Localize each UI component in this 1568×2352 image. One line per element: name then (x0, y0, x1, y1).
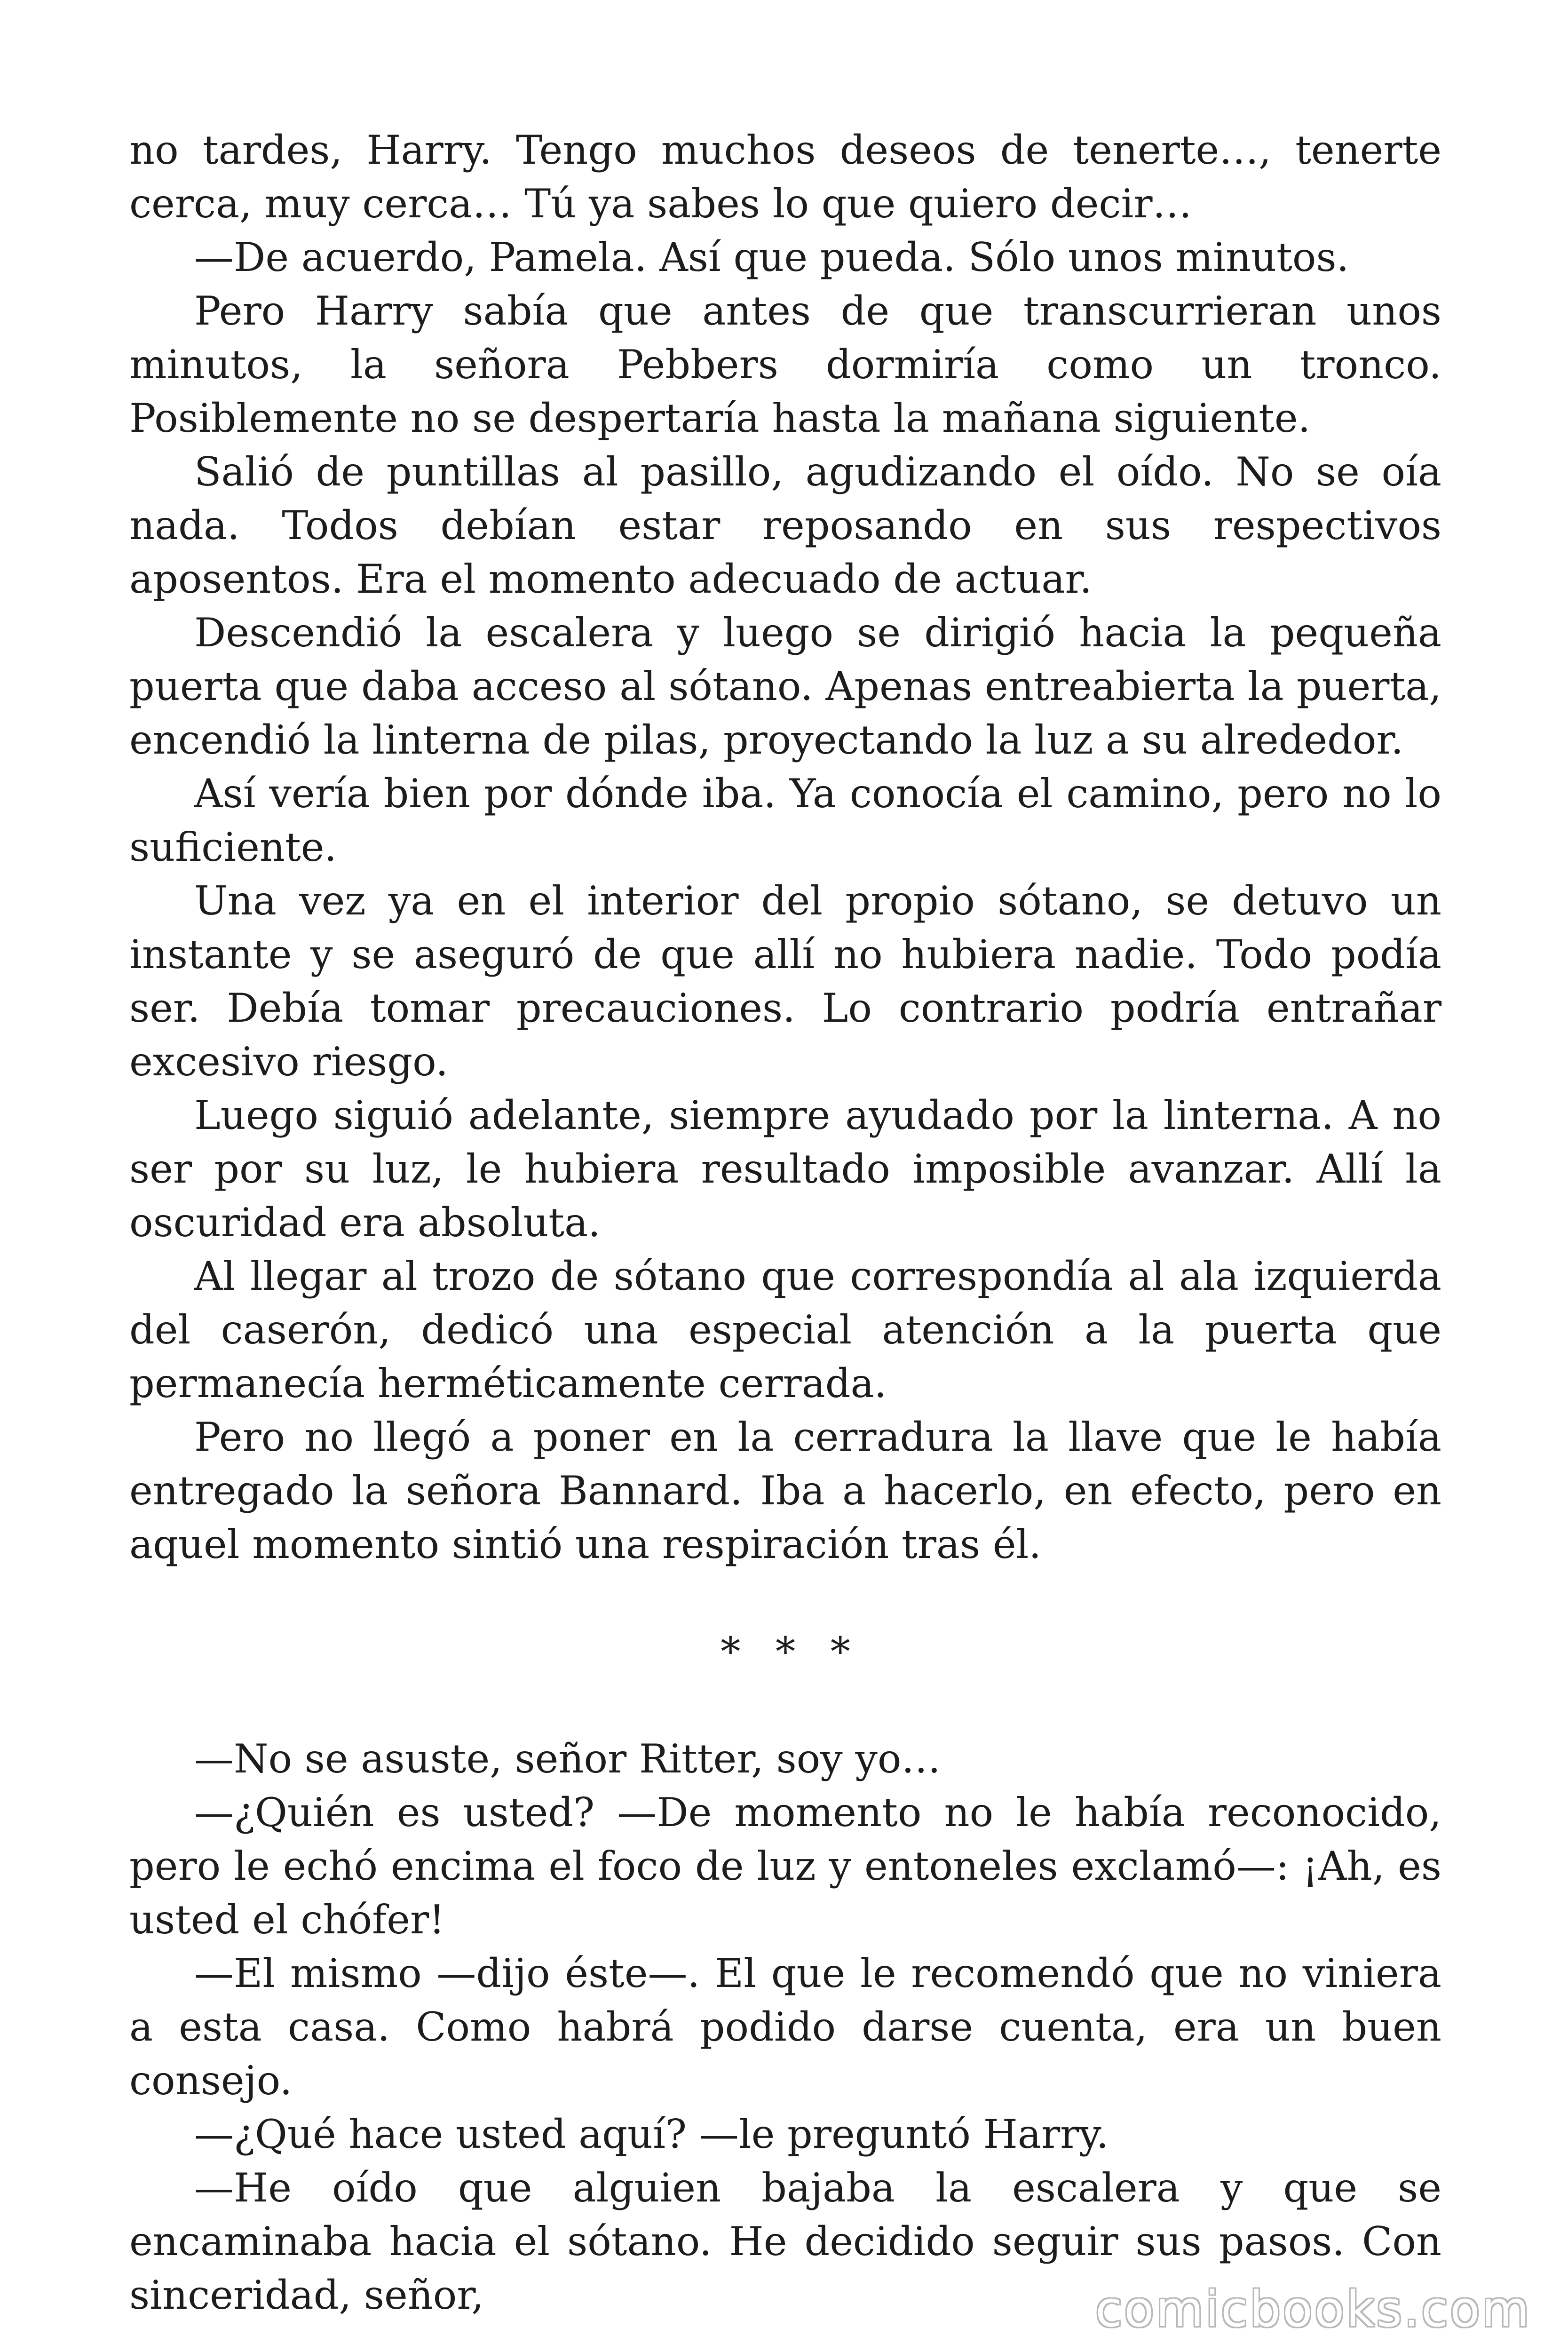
paragraph: —He oído que alguien bajaba la escalera y que se encaminaba hacia el sótano. He decidido seguir sus pasos. Con sinceridad, señor, (129, 2165, 1441, 2318)
paragraph: —¿Quién es usted? —De momento no le había reconocido, pero le echó encima el foco de luz y entoneles exclamó—: ¡Ah, es usted el chófer! (129, 1789, 1441, 1943)
paragraph: no tardes, Harry. Tengo muchos deseos de tenerte…, tenerte cerca, muy cerca… Tú ya sabes lo que quiero decir… (129, 127, 1441, 227)
paragraph: Pero no llegó a poner en la cerradura la llave que le había entregado la señora Bannard. Iba a hacerlo, en efecto, pero en aquel momento sintió una respiración tras él. (129, 1414, 1441, 1567)
watermark: comicbooks.com (1095, 2280, 1531, 2338)
paragraph: —De acuerdo, Pamela. Así que pueda. Sólo unos minutos. (194, 234, 1349, 280)
paragraph: —¿Qué hace usted aquí? —le preguntó Harry. (194, 2111, 1109, 2157)
paragraph: —El mismo —dijo éste—. El que le recomendó que no viniera a esta casa. Como habrá podido darse cuenta, era un buen consejo. (129, 1950, 1441, 2104)
paragraph: Pero Harry sabía que antes de que transcurrieran unos minutos, la señora Pebbers dormiría como un tronco. Posiblemente no se despertaría hasta la mañana siguiente. (129, 288, 1441, 441)
paragraph: Descendió la escalera y luego se dirigió hacia la pequeña puerta que daba acceso al sótano. Apenas entreabierta la puerta, encendió la linterna de pilas, proyectando la luz a su alrededor. (129, 610, 1441, 763)
paragraph: —No se asuste, señor Ritter, soy yo… (194, 1736, 941, 1782)
paragraph: Así vería bien por dónde iba. Ya conocía el camino, pero no lo suficiente. (129, 771, 1441, 870)
paragraph: Luego siguió adelante, siempre ayudado por la linterna. A no ser por su luz, le hubiera resultado imposible avanzar. Allí la oscuridad era absoluta. (129, 1092, 1441, 1246)
paragraph: Una vez ya en el interior del propio sótano, se detuvo un instante y se aseguró de que allí no hubiera nadie. Todo podía ser. Debía tomar precauciones. Lo contrario podría entrañar excesivo riesgo. (129, 878, 1441, 1085)
body-text (129, 123, 1441, 2322)
scene-break: * * * (721, 1629, 862, 1675)
paragraph: Al llegar al trozo de sótano que correspondía al ala izquierda del caserón, dedicó una especial atención a la puerta que permanecía herméticamente cerrada. (129, 1253, 1441, 1406)
paragraph: Salió de puntillas al pasillo, agudizando el oído. No se oía nada. Todos debían estar reposando en sus respectivos aposentos. Era el momento adecuado de actuar. (129, 449, 1441, 602)
